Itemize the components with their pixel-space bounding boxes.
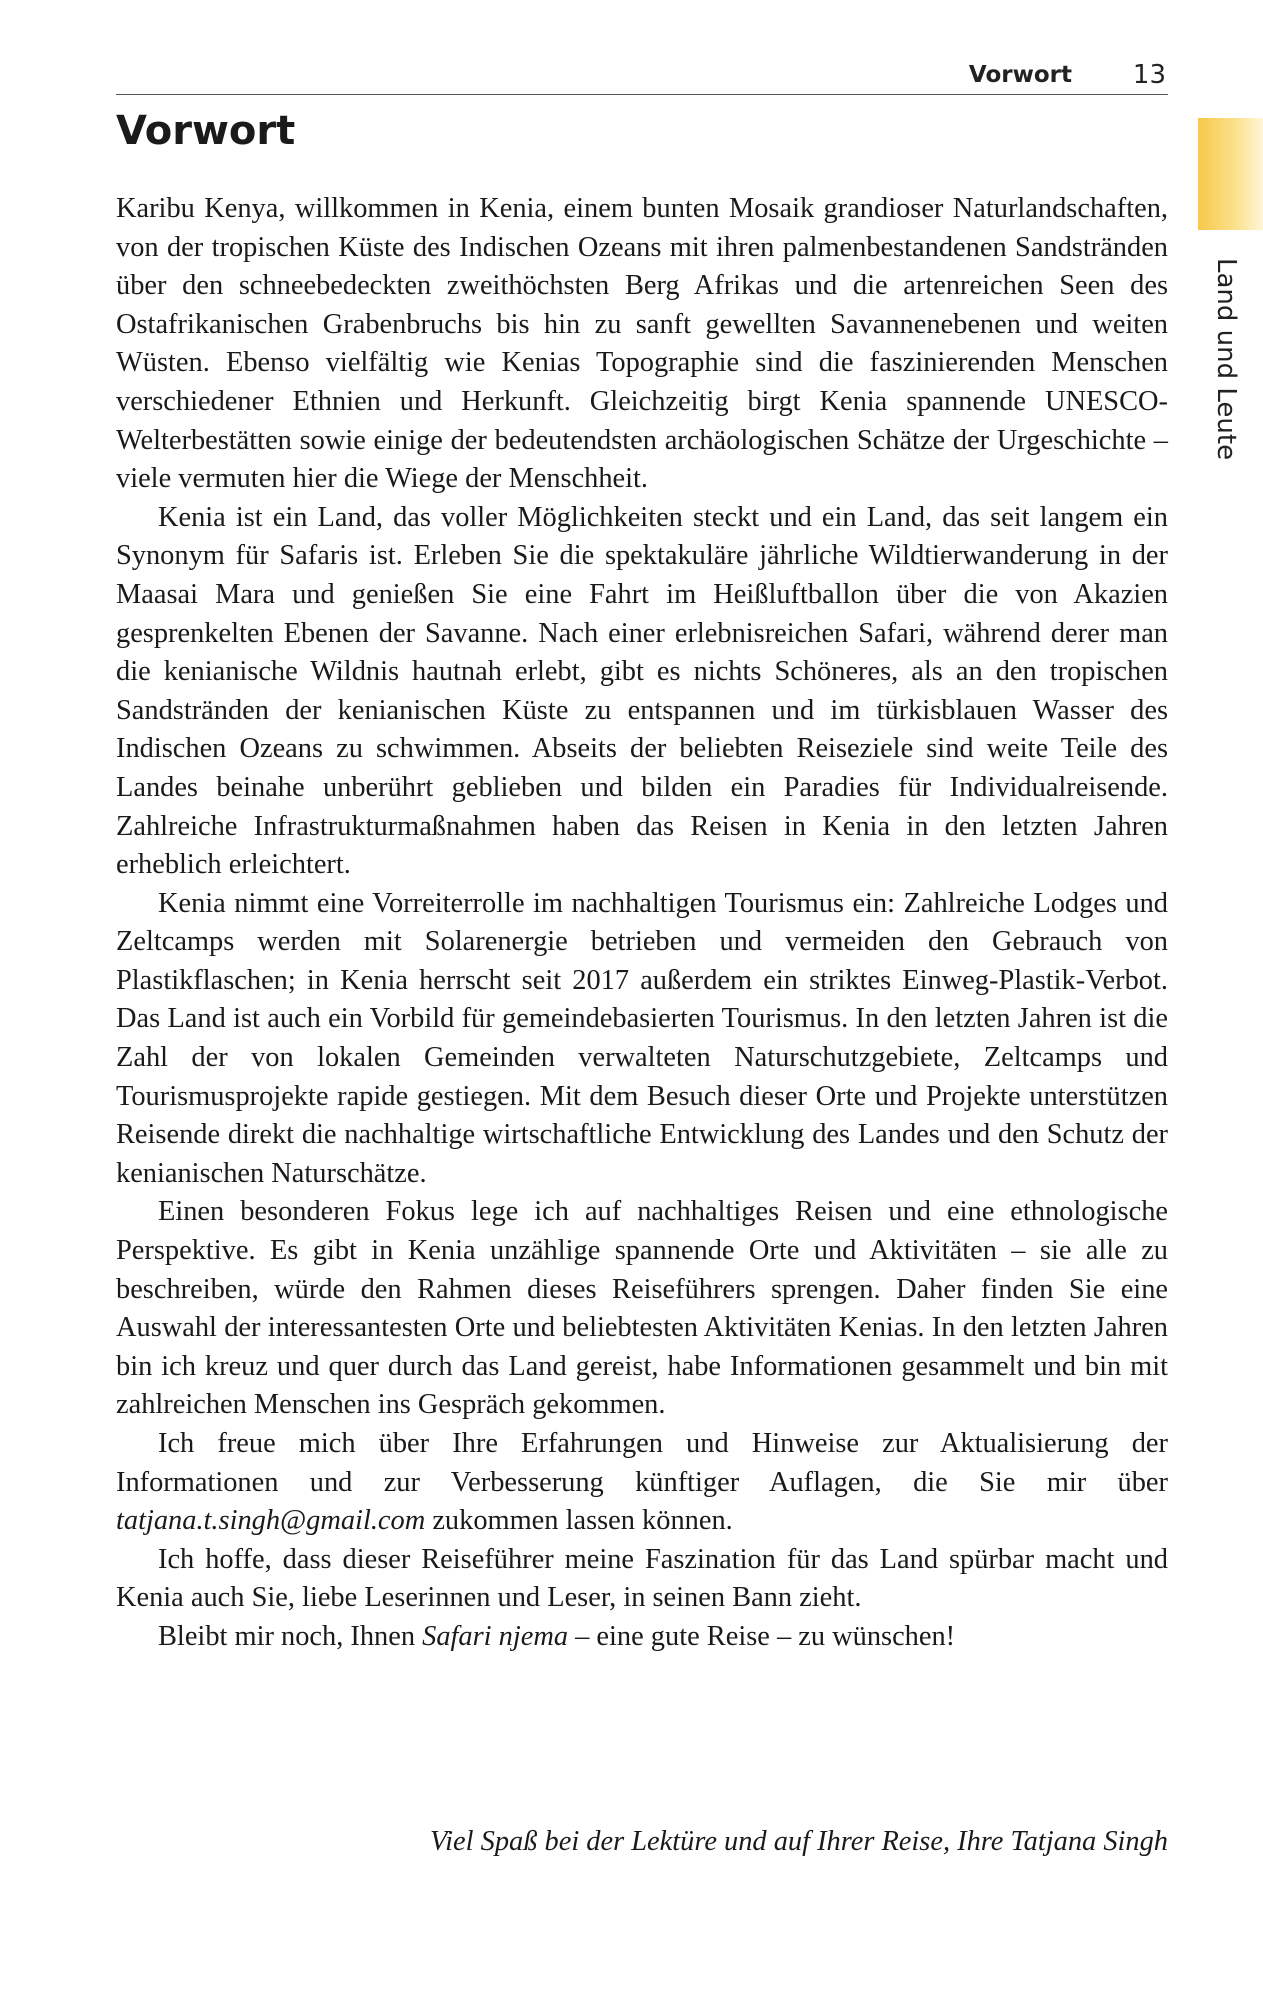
paragraph-4: Einen besonderen Fokus lege ich auf nachhaltiges Reisen und eine ethnologische Perspektive. Es gibt in Kenia unzählige spannende Orte und Aktivitäten – sie alle zu beschreiben, würde den Rahmen dieses Reiseführers sprengen. Daher finden Sie eine Auswahl der interessantesten Orte und beliebtesten Aktivitäten Kenias. In den letzten Jahren bin ich kreuz und quer durch das Land gereist, habe Informationen gesammelt und bin mit zahlreichen Menschen ins Gespräch gekommen.	[116, 1196, 1168, 1421]
page-title: Vorwort	[116, 108, 296, 154]
running-title: Vorwort	[968, 62, 1072, 88]
running-header	[116, 60, 1168, 95]
chapter-thumb-label: Land und Leute	[1211, 258, 1241, 461]
email-address: tatjana.t.singh@gmail.com	[116, 1505, 426, 1537]
paragraph-1: Karibu Kenya, willkommen in Kenia, einem bunten Mosaik grandioser Naturlandschaften, von der tropischen Küste des Indischen Ozeans mit ihren palmenbestandenen Sandstränden über den schneebedeckten zweithöchsten Berg Afrikas und die artenreichen Seen des Ostafrikanischen Grabenbruchs bis hin zu sanft gewellten Savannenebenen und weiten Wüsten. Ebenso vielfältig wie Kenias Topographie sind die faszinierenden Menschen verschiedener Ethnien und Herkunft. Gleichzeitig birgt Kenia spannende UNESCO-Welterbestätten sowie einige der bedeutendsten archäologischen Schätze der Urgeschichte – viele vermuten hier die Wiege der Menschheit.	[116, 193, 1168, 495]
author-signature: Viel Spaß bei der Lektüre und auf Ihrer Reise, Ihre Tatjana Singh	[429, 1826, 1168, 1857]
paragraph-3: Kenia nimmt eine Vorreiterrolle im nachhaltigen Tourismus ein: Zahlreiche Lodges und Zeltcamps werden mit Solarenergie betrieben und vermeiden den Gebrauch von Plastikflaschen; in Kenia herrscht seit 2017 außerdem ein striktes Einweg-Plastik-Verbot. Das Land ist auch ein Vorbild für gemeindebasierten Tourismus. In den letzten Jahren ist die Zahl der von lokalen Gemeinden verwalteten Naturschutzgebiete, Zeltcamps und Tourismusprojekte rapide gestiegen. Mit dem Besuch dieser Orte und Projekte unterstützen Reisende direkt die nachhaltige wirtschaftliche Entwicklung des Landes und den Schutz der kenianischen Naturschätze.	[116, 887, 1168, 1189]
body-text	[116, 190, 1168, 1657]
page-number: 13	[1132, 60, 1166, 90]
paragraph-7	[116, 1618, 1168, 1657]
chapter-thumb-tab	[1198, 118, 1263, 230]
paragraph-7-text-end: – eine gute Reise – zu wünschen!	[568, 1620, 956, 1652]
paragraph-7-text-start: Bleibt mir noch, Ihnen	[158, 1620, 423, 1652]
paragraph-5-text-end: zukommen lassen können.	[425, 1505, 733, 1537]
paragraph-2: Kenia ist ein Land, das voller Möglichkeiten steckt und ein Land, das seit langem ein Synonym für Safaris ist. Erleben Sie die spektakuläre jährliche Wildtierwanderung in der Maasai Mara und genießen Sie eine Fahrt im Heißluftballon über die von Akazien gesprenkelten Ebenen der Savanne. Nach einer erlebnisreichen Safari, während derer man die kenianische Wildnis hautnah erlebt, gibt es nichts Schöneres, als an den tropischen Sandstränden der kenianischen Küste zu entspannen und im türkisblauen Wasser des Indischen Ozeans zu schwimmen. Abseits der beliebten Reiseziele sind weite Teile des Landes beinahe unberührt geblieben und bilden ein Paradies für Individualreisende. Zahlreiche Infrastrukturmaßnahmen haben das Reisen in Kenia in den letzten Jahren erheblich erleichtert.	[116, 501, 1168, 881]
safari-phrase: Safari njema	[422, 1620, 569, 1652]
paragraph-6: Ich hoffe, dass dieser Reiseführer meine Faszination für das Land spürbar macht und Kenia auch Sie, liebe Leserinnen und Leser, in seinen Bann zieht.	[116, 1543, 1168, 1614]
paragraph-5-text-start: Ich freue mich über Ihre Erfahrungen und Hinweise zur Aktualisierung der Informationen und zur Verbesserung künftiger Auflagen, die Sie mir über	[116, 1428, 1168, 1498]
paragraph-5	[116, 1425, 1168, 1541]
